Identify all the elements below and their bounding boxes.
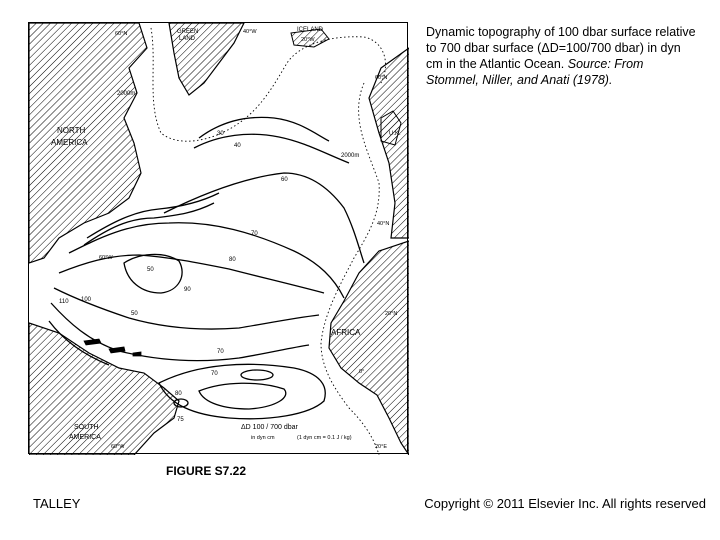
south-america-label-1: SOUTH <box>74 424 99 431</box>
legend-line-2: in dyn cm <box>251 435 275 441</box>
africa-label: AFRICA <box>331 328 361 337</box>
atlantic-map <box>29 23 409 455</box>
contour-30 <box>199 117 329 141</box>
lat-label-20n: 20°N <box>385 311 398 317</box>
iceland-label: ICELAND <box>297 27 324 33</box>
contour-label-75: 75 <box>177 417 184 423</box>
lon-label-20w: 20°W <box>301 37 315 43</box>
contour-90 <box>54 288 319 329</box>
uk-label: U.K. <box>389 131 401 137</box>
contour-60 <box>164 173 364 263</box>
contour-label-70b: 70 <box>217 349 224 355</box>
footer-copyright: Copyright © 2011 Elsevier Inc. All rights reserved <box>424 496 706 511</box>
north-america-land <box>29 23 147 263</box>
contour-label-70: 70 <box>251 231 258 237</box>
greenland-label-2: LAND <box>179 36 196 42</box>
south-gyre-inner <box>199 383 286 409</box>
eddy-oval <box>241 370 273 380</box>
subtropical-loop <box>124 254 182 293</box>
caption-source: Source: From Stommel, Niller, and Anati (1978). <box>426 57 644 87</box>
footer-author: TALLEY <box>33 496 81 511</box>
figure-label: FIGURE S7.22 <box>166 464 247 478</box>
lon-label-20e: 20°E <box>375 444 387 450</box>
contour-100 <box>51 303 309 361</box>
contour-label-100: 100 <box>81 297 92 303</box>
depth-label-east: 2000m <box>341 153 360 159</box>
south-america-label-2: AMERICA <box>69 434 101 441</box>
figure-caption <box>426 24 696 88</box>
contour-label-40: 40 <box>234 143 241 149</box>
contour-label-50a: 50 <box>131 311 138 317</box>
map-figure <box>28 22 408 454</box>
lat-label-40n: 40°N <box>377 221 390 227</box>
lon-label-40w: 40°W <box>243 29 257 35</box>
contour-label-30: 30 <box>217 131 224 137</box>
legend-line-1: ΔD 100 / 700 dbar <box>241 424 298 431</box>
depth-label-west: 2000m <box>117 91 136 97</box>
legend-line-3: (1 dyn cm = 0.1 J / kg) <box>297 435 352 441</box>
contour-label-80: 80 <box>229 257 236 263</box>
north-america-label-1: NORTH <box>57 126 86 135</box>
contour-label-80b: 80 <box>175 391 182 397</box>
contour-label-110: 110 <box>59 299 69 305</box>
contour-label-70c: 70 <box>211 371 218 377</box>
contour-label-50b: 50 <box>147 267 154 273</box>
lat-label-60n-east: 60°N <box>375 75 388 81</box>
lat-label-60n-west: 60°N <box>115 31 128 37</box>
lon-label-60w: 60°W <box>99 255 113 261</box>
contour-label-60: 60 <box>281 177 288 183</box>
lon-label-60w-south: 60°W <box>111 444 125 450</box>
map-legend <box>241 424 352 441</box>
greenland-label-1: GREEN <box>177 29 199 35</box>
contour-label-90: 90 <box>184 287 191 293</box>
north-america-label-2: AMERICA <box>51 138 88 147</box>
caption-main: Dynamic topography of 100 dbar surface relative to 700 dbar surface (ΔD=100/700 dbar) in dyn cm in the Atlantic Ocean. <box>426 25 696 71</box>
lon-label-0: 0° <box>359 369 365 375</box>
south-america-land <box>29 323 179 455</box>
africa-land <box>329 241 409 455</box>
